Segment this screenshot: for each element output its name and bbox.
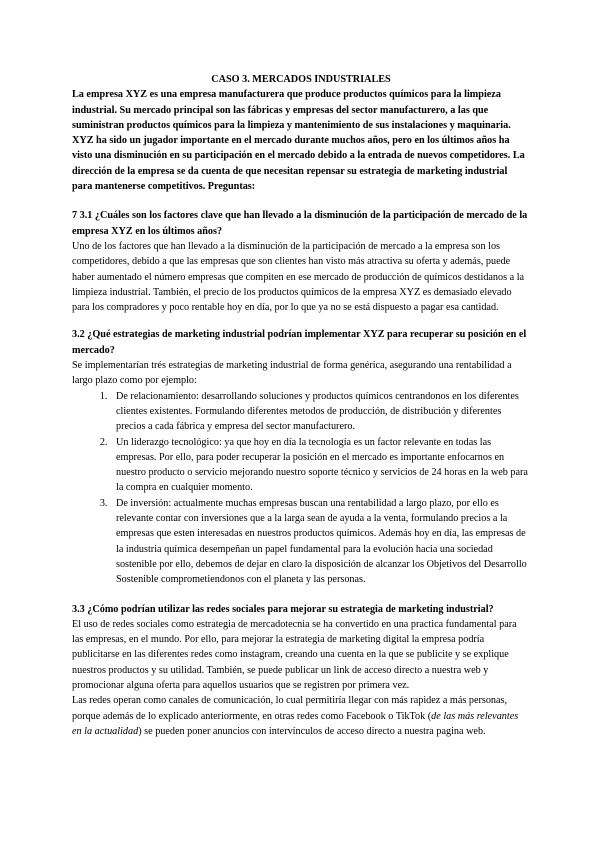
question-3-paragraph-2 bbox=[72, 693, 530, 739]
question-1-answer: Uno de los factores que han llevado a la disminución de la participación de mercado a la empresa son los competidores, debido a que las empresas que son clientes han visto más atractiva su oferta y además, puede haber aumentado el número empresas que compiten en ese mercado de producción de químicos destidanos a la limpieza industrial. También, el precio de los productos químicos de la empresa XYZ es demasiado elevado para los compradores y poco rentable hoy en día, por lo que ya no se está dispuesto a pagar esa cantidad. bbox=[72, 240, 525, 314]
case-intro: La empresa XYZ es una empresa manufacturera que produce productos químicos para la limpieza industrial. Su mercado principal son las fábricas y empresas del sector manufacturero, a las que suministran productos químicos para la limpieza y mantenimiento de sus instalaciones y maquinaria. XYZ ha sido un jugador importante en el mercado durante muchos años, pero en los últimos años ha visto una disminución en su participación en el mercado debido a la entrada de nuevos competidores. La dirección de la empresa se da cuenta de que necesitan repensar su estrategia de marketing industrial para mantenerse competitivos. Preguntas: bbox=[72, 89, 525, 193]
strategy-item-technology: 2. Un liderazgo tecnológico: ya que hoy en día la tecnología es un factor relevante en todas las empresas. Por ello, para poder recuperar la posición en el mercado es importante enfocarnos en nuestro producto o servicio mejorando nuestro soporte técnico y servicios de 24 horas en la web para la compra en cualquier momento. bbox=[110, 435, 530, 496]
strategy-item-relationship: 1. De relacionamiento: desarrollando soluciones y productos químicos centrandonos en los diferentes clientes existentes. Formulando diferentes metodos de producción, de distribución y diferentes precios a cada fábrica y empresa del sector manufacturero. bbox=[110, 389, 530, 435]
paragraph-2-italic-note: de las más relevantes en la actualidad bbox=[72, 710, 519, 737]
question-2-intro: Se implementarían trés estrategias de marketing industrial de forma genérica, asegurando una rentabilidad a largo plazo como por ejemplo: bbox=[72, 360, 512, 387]
question-3-heading: 3.3 ¿Cómo podrían utilizar las redes sociales para mejorar su estrategia de marketing industrial? bbox=[72, 603, 494, 615]
paragraph-2-text-end: ) se pueden poner anuncios con intervínculos de acceso directo a nuestra pagina web. bbox=[138, 725, 486, 737]
question-3-paragraph-1: El uso de redes sociales como estrategia de mercadotecnia se ha convertido en una practica fundamental para las empresas, en el mundo. Por ello, para mejorar la estrategia de marketing digital la empresa podría publicitarse en las diferentes redes como instagram, creando una cuenta en la que se publicite y se explique nuestros productos y su utilidad. También, se puede publicar un link de acceso directo a nuestra web y promocionar alguna oferta para aquellos usuarios que se registren por primera vez. bbox=[72, 618, 517, 691]
document-title: CASO 3. MERCADOS INDUSTRIALES bbox=[211, 74, 391, 85]
paragraph-2-text-start: Las redes operan como canales de comunicación, lo cual permitiría llegar con más rapidez a más personas, porque además de lo explicado anteriormente, en otras redes como Facebook o TikTok ( bbox=[72, 695, 508, 722]
question-2-heading: 3.2 ¿Qué estrategias de marketing industrial podrían implementar XYZ para recuperar su posición en el mercado? bbox=[72, 329, 527, 356]
document-body bbox=[72, 72, 530, 739]
strategy-list bbox=[72, 389, 530, 588]
strategy-item-investment: 3. De inversión: actualmente muchas empresas buscan una rentabilidad a largo plazo, por ello es relevante contar con inversiones que a la larga sean de ayuda a la venta, formulando precios a la empresas que esten interesadas en nuestros productos químicos. Además hoy en día, las empresas de la industria química desempeñan un papel fundamental para la evolución hacia una sociedad sostenible por ello, debemos de dejar en claro la disposición de alcanzar los Objetivos del Desarrollo Sostenible comprometiendonos con el planeta y las personas. bbox=[110, 496, 530, 588]
question-1-heading: 7 3.1 ¿Cuáles son los factores clave que han llevado a la disminución de la participación de mercado de la empresa XYZ en los últimos años? bbox=[72, 210, 528, 237]
